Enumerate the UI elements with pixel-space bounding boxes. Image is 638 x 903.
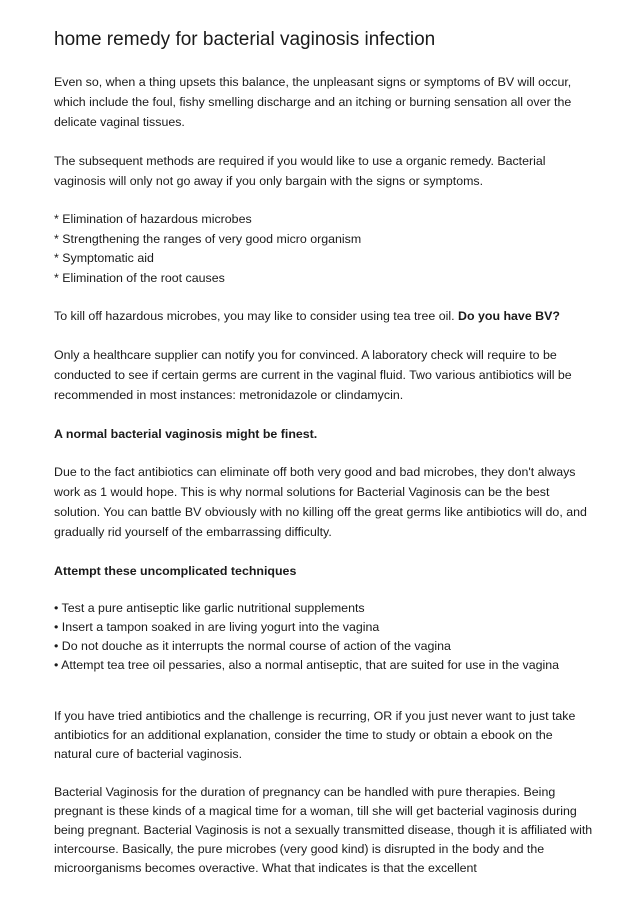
document-title: home remedy for bacterial vaginosis infection bbox=[54, 29, 436, 50]
paragraph-3-bold: Do you have BV? bbox=[458, 309, 560, 323]
paragraph-3-text: To kill off hazardous microbes, you may like to consider using tea tree oil. bbox=[54, 309, 459, 323]
paragraph-3 bbox=[54, 306, 594, 326]
list-item: * Elimination of the root causes bbox=[54, 270, 225, 285]
list-item: • Insert a tampon soaked in are living yogurt into the vagina bbox=[54, 620, 380, 634]
list-item: • Do not douche as it interrupts the normal course of action of the vagina bbox=[54, 639, 451, 653]
techniques-list bbox=[54, 599, 594, 675]
list-item: * Strengthening the ranges of very good micro organism bbox=[54, 231, 362, 246]
paragraph-7: Bacterial Vaginosis for the duration of pregnancy can be handled with pure therapies. Being pregnant is these kinds of a magical time for a woman, till she will get bacterial vaginosis during being pregnant. Bacterial Vaginosis is not a sexually transmitted disease, though it is affiliated with intercourse. Basically, the pure microbes (very good kind) is disrupted in the body and the microorganisms becomes overactive. What that indicates is that the excellent bbox=[54, 785, 593, 875]
remedy-goals-list bbox=[54, 210, 594, 288]
list-item: * Symptomatic aid bbox=[54, 251, 154, 265]
paragraph-4: Only a healthcare supplier can notify you for convinced. A laboratory check will require to be conducted to see if certain germs are current in the vaginal fluid. Two various antibiotics will be recommended in most instances: metronidazole or clindamycin. bbox=[54, 348, 572, 402]
list-item: • Attempt tea tree oil pessaries, also a normal antiseptic, that are suited for use in the vagina bbox=[54, 658, 560, 672]
section-heading-2: Attempt these uncomplicated techniques bbox=[54, 564, 297, 578]
paragraph-5: Due to the fact antibiotics can eliminate off both very good and bad microbes, they don't always work as 1 would hope. This is why normal solutions for Bacterial Vaginosis can be the best solution. You can battle BV obviously with no killing off the great germs like antibiotics will do, and gradually rid yourself of the embarrassing difficulty. bbox=[54, 465, 587, 539]
paragraph-2: The subsequent methods are required if you would like to use a organic remedy. Bacterial vaginosis will only not go away if you only bargain with the signs or symptoms. bbox=[54, 154, 546, 188]
spacer bbox=[54, 693, 594, 707]
list-item: * Elimination of hazardous microbes bbox=[54, 212, 252, 226]
section-heading-1: A normal bacterial vaginosis might be finest. bbox=[54, 427, 318, 441]
paragraph-1: Even so, when a thing upsets this balance, the unpleasant signs or symptoms of BV will occur, which include the foul, fishy smelling discharge and an itching or burning sensation all over the delicate vaginal tissues. bbox=[54, 75, 572, 129]
paragraph-6: If you have tried antibiotics and the challenge is recurring, OR if you just never want to just take antibiotics for an additional explanation, consider the time to study or obtain a ebook on the natural cure of bacterial vaginosis. bbox=[54, 709, 576, 761]
document-page bbox=[54, 28, 594, 897]
list-item: • Test a pure antiseptic like garlic nutritional supplements bbox=[54, 601, 365, 615]
